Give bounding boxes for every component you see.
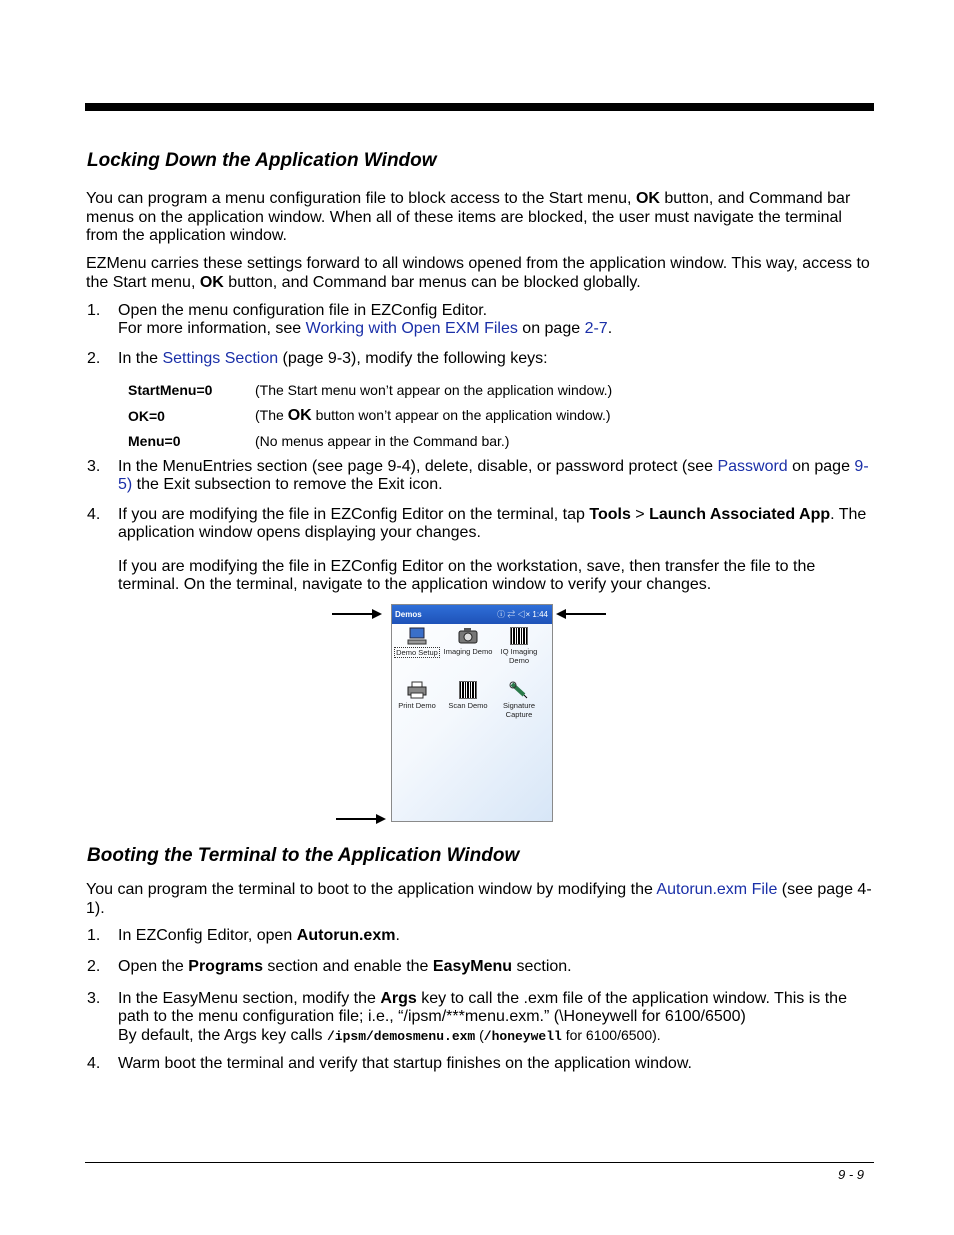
ok-desc-2: button won’t appear on the application window.): [311, 407, 611, 423]
programs-bold: Programs: [188, 958, 263, 975]
step-3: [118, 458, 876, 494]
printer-icon: [407, 681, 427, 699]
tile-label: Signature Capture: [502, 701, 536, 719]
tile-imaging-demo[interactable]: [443, 627, 493, 656]
step-number: 2.: [87, 350, 101, 367]
intro-paragraph: [86, 190, 876, 246]
key-menu: Menu=0: [128, 433, 181, 449]
ref-text-2: on page: [517, 320, 585, 337]
page-2-7-link[interactable]: 2-7: [584, 320, 608, 337]
boot-step-1: [118, 927, 876, 945]
section-heading-locking-down: Locking Down the Application Window: [87, 150, 437, 171]
ref-period: .: [607, 320, 613, 337]
boot-step-1-text: In EZConfig Editor, open: [118, 927, 297, 944]
tile-label: Scan Demo: [448, 701, 488, 710]
key-startmenu-desc: (The Start menu won’t appear on the application window.): [255, 382, 613, 398]
boot-step-3-text-2: key to call the .exm file of the application window. This is the path to the menu configuration file; i.e., “/ipsm/***menu.exm.” (\Honeywell for 6100/6500): [118, 990, 847, 1025]
boot-step-1-period: .: [395, 927, 400, 944]
footer-rule: [85, 1162, 874, 1163]
demosmenu-path: /ipsm/demosmenu.exm: [327, 1029, 476, 1044]
page-9-5-link[interactable]: 9-5): [118, 458, 869, 493]
barcode-icon: [509, 627, 529, 645]
key-ok: OK=0: [128, 408, 165, 424]
step-4-text-1: If you are modifying the file in EZConfig Editor on the terminal, tap: [118, 506, 590, 523]
device-title: Demos: [395, 610, 422, 619]
boot-step-4: Warm boot the terminal and verify that startup finishes on the application window.: [118, 1055, 692, 1072]
booting-text-1: You can program the terminal to boot to the application window by modifying the: [86, 881, 657, 898]
key-startmenu: StartMenu=0: [128, 382, 213, 398]
ok-desc-bold: OK: [287, 407, 312, 424]
arrow-right-icon: [336, 812, 386, 826]
ref-text: For more information, see: [118, 320, 306, 337]
intro-text-1: You can program a menu configuration file to block access to the Start menu,: [86, 190, 636, 207]
camera-icon: [458, 627, 478, 645]
step-number: 4.: [87, 1055, 101, 1072]
step-2: [118, 350, 876, 368]
step-3-text-2: on page: [787, 458, 855, 475]
computer-icon: [407, 627, 427, 645]
step-2-text-1: In the: [118, 350, 163, 367]
tile-demo-setup[interactable]: [392, 627, 442, 658]
tile-iq-imaging-demo[interactable]: [494, 627, 544, 665]
step-4-workstation-paragraph: If you are modifying the file in EZConfig Editor on the workstation, save, then transfer the file to the terminal. On the terminal, navigate to the application window to verify your changes.: [118, 558, 816, 593]
booting-text-2: (see page 4-1).: [86, 881, 872, 917]
easymenu-bold: EasyMenu: [432, 958, 513, 975]
device-title-bar: [392, 605, 552, 624]
section-heading-booting: Booting the Terminal to the Application Window: [87, 845, 520, 866]
ok-bold-2: OK: [199, 273, 224, 291]
tile-label: Print Demo: [398, 701, 436, 710]
password-link[interactable]: Password: [717, 458, 788, 475]
step-number: 3.: [87, 990, 101, 1007]
boot-step-3-text-1: In the EasyMenu section, modify the: [118, 990, 381, 1007]
step-4: [118, 506, 876, 542]
step-1-reference: [118, 320, 876, 338]
step-number: 3.: [87, 458, 101, 475]
boot-step-3-text-3: By default, the Args key calls: [118, 1027, 327, 1044]
boot-step-3: [118, 990, 876, 1046]
tile-scan-demo[interactable]: [443, 681, 493, 710]
tools-bold: Tools: [589, 506, 631, 523]
arrow-left-icon: [556, 607, 606, 621]
pen-icon: [509, 681, 529, 699]
ezmenu-text-1: EZMenu carries these settings forward to all windows opened from the application window. This way, access to the Start menu,: [86, 255, 870, 291]
ezmenu-text-2: button, and Command bar menus can be blocked globally.: [223, 273, 641, 291]
boot-step-2-text-3: section.: [512, 958, 572, 975]
step-number: 2.: [87, 958, 101, 975]
application-window-screenshot: [391, 604, 553, 822]
settings-section-link[interactable]: Settings Section: [162, 350, 279, 367]
gt-symbol: >: [630, 506, 650, 523]
launch-app-bold: Launch Associated App: [649, 506, 831, 523]
step-3-text-3: the Exit subsection to remove the Exit icon.: [132, 476, 443, 493]
tile-signature-capture[interactable]: [494, 681, 544, 719]
boot-step-3-text-4: for 6100/6500).: [561, 1027, 661, 1043]
step-number: 4.: [87, 506, 101, 523]
step-1: [118, 302, 876, 338]
header-rule: [85, 103, 874, 111]
step-3-text-1: In the MenuEntries section (see page 9-4), delete, disable, or password protect (see: [118, 458, 718, 475]
step-number: 1.: [87, 302, 101, 319]
autorun-exm-link[interactable]: Autorun.exm File: [656, 881, 778, 898]
booting-paragraph: [86, 881, 876, 918]
autorun-bold: Autorun.exm: [296, 927, 396, 944]
ok-desc-1: (The: [255, 407, 288, 423]
boot-step-2-text-2: section and enable the: [262, 958, 433, 975]
honeywell-path: /honeywell: [483, 1029, 562, 1044]
arrow-right-icon: [332, 607, 382, 621]
args-bold: Args: [380, 990, 417, 1007]
step-number: 1.: [87, 927, 101, 944]
boot-step-2: [118, 958, 876, 976]
barcode-icon: [458, 681, 478, 699]
ezmenu-paragraph: [86, 255, 876, 292]
intro-text-2: button, and Command bar menus on the application window. When all of these items are blocked, the user must navigate the terminal from the application window.: [86, 190, 851, 244]
step-4-text-2: . The application window opens displaying your changes.: [118, 506, 867, 541]
status-icons: ⓘ ⇄ ◁× 1:44: [497, 610, 548, 619]
key-ok-desc: [255, 407, 611, 425]
working-with-exm-link[interactable]: Working with Open EXM Files: [305, 320, 518, 337]
tile-label: Imaging Demo: [443, 647, 493, 656]
key-menu-desc: (No menus appear in the Command bar.): [255, 433, 510, 449]
tile-label: IQ Imaging Demo: [500, 647, 538, 665]
boot-step-2-text-1: Open the: [118, 958, 189, 975]
tile-print-demo[interactable]: [392, 681, 442, 710]
paren-open: (: [475, 1027, 484, 1043]
ok-bold: OK: [635, 190, 660, 207]
page-number: 9 - 9: [838, 1167, 865, 1182]
step-1-text: Open the menu configuration file in EZConfig Editor.: [118, 302, 488, 319]
tile-label: Demo Setup: [396, 648, 438, 657]
step-2-text-2: (page 9-3), modify the following keys:: [278, 350, 548, 367]
